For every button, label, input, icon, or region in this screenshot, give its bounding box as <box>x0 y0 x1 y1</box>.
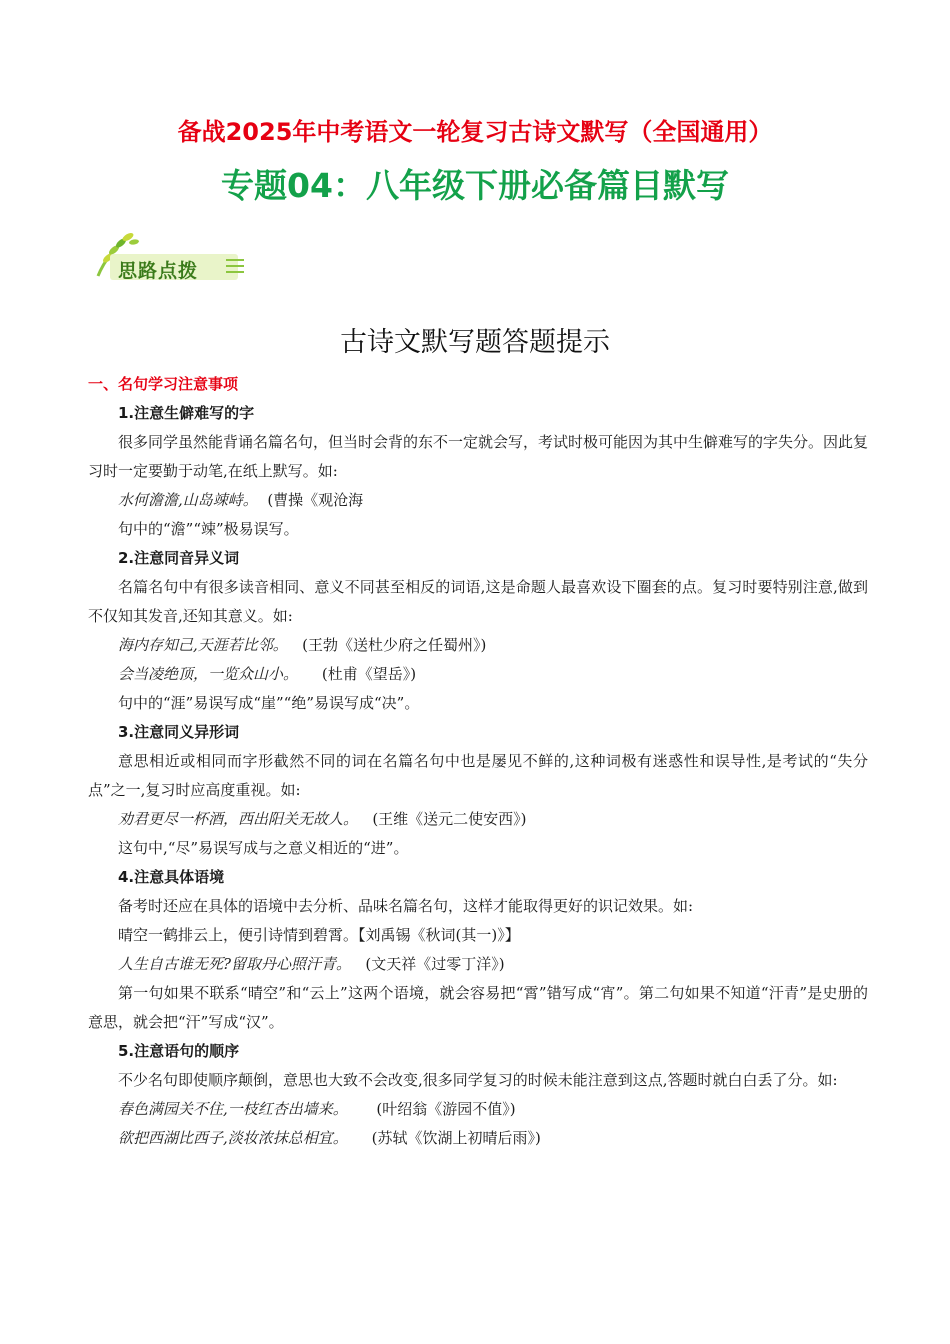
section-title: 一、名句学习注意事项 <box>88 375 239 393</box>
quote-text: 会当凌绝顶，一览众山小。 <box>118 665 299 683</box>
quote-line <box>88 805 868 834</box>
section-heading: 古诗文默写题答题提示 <box>340 327 610 358</box>
paragraph: 不少名句即使顺序颠倒，意思也大致不会改变,很多同学复习的时候未能注意到这点,答题时就白白丢了分。如: <box>118 1071 838 1089</box>
quote-text: 人生自古谁无死?留取丹心照汗青。 <box>118 955 352 973</box>
content-body <box>88 370 868 1153</box>
quote-line <box>88 921 868 950</box>
quote-source: 晴空一鹤排云上，便引诗情到碧霄。【刘禹锡《秋词(其一)》】 <box>118 926 520 944</box>
quote-text: 海内存知己,天涯若比邻。 <box>118 636 288 654</box>
quote-source: (王勃《送杜少府之任蜀州》) <box>287 636 487 654</box>
quote-source: (苏轼《饮湖上初晴后雨》) <box>347 1129 541 1147</box>
paragraph: 名篇名句中有很多读音相同、意义不同甚至相反的词语,这是命题人最喜欢设下圈套的点。复习时要特别注意,做到不仅知其发音,还知其意义。如: <box>88 578 868 625</box>
quote-line <box>88 486 868 515</box>
item-title: 5.注意语句的顺序 <box>118 1042 240 1060</box>
quote-line <box>88 1124 868 1153</box>
paragraph: 句中的“涯”易误写成“崖”“绝”易误写成“决”。 <box>118 694 420 712</box>
section-items <box>88 399 868 1153</box>
section-badge <box>86 228 246 284</box>
paragraph: 这句中,“尽”易误写成与之意义相近的“进”。 <box>118 839 409 857</box>
document-subtitle: 专题04：八年级下册必备篇目默写 <box>221 166 729 205</box>
paragraph: 第一句如果不联系“晴空”和“云上”这两个语境，就会容易把“霄”错写成“宵”。第二句如果不知道“汗青”是史册的意思，就会把“汗”写成“汉”。 <box>88 984 868 1031</box>
quote-text: 春色满园关不住,一枝红杏出墙来。 <box>118 1100 348 1118</box>
item-title: 1.注意生僻难写的字 <box>118 404 255 422</box>
quote-text: 劝君更尽一杯酒，西出阳关无故人。 <box>118 810 359 828</box>
item-title: 4.注意具体语境 <box>118 868 225 886</box>
paragraph: 意思相近或相同而字形截然不同的词在名篇名句中也是屡见不鲜的,这种词极有迷惑性和误导性,是考试的“失分点”之一,复习时应高度重视。如: <box>88 752 868 799</box>
badge-label: 思路点拨 <box>118 260 199 282</box>
quote-text: 欲把西湖比西子,淡妆浓抹总相宜。 <box>118 1129 348 1147</box>
quote-line <box>88 950 868 979</box>
quote-source: (王维《送元二使安西》) <box>358 810 527 828</box>
paragraph: 备考时还应在具体的语境中去分析、品味名篇名句，这样才能取得更好的识记效果。如: <box>118 897 694 915</box>
quote-source: (杜甫《望岳》) <box>298 665 417 683</box>
item-title: 2.注意同音异义词 <box>118 549 240 567</box>
quote-line <box>88 1095 868 1124</box>
quote-source: (文天祥《过零丁洋》) <box>351 955 505 973</box>
item-title: 3.注意同义异形词 <box>118 723 240 741</box>
quote-source: (叶绍翁《游园不值》) <box>347 1100 516 1118</box>
quote-line <box>88 660 868 689</box>
quote-text: 水何澹澹,山岛竦峙。 <box>118 491 258 509</box>
quote-line <box>88 631 868 660</box>
document-title: 备战2025年中考语文一轮复习古诗文默写（全国通用） <box>177 118 773 146</box>
paragraph: 句中的“澹”“竦”极易误写。 <box>118 520 299 538</box>
paragraph: 很多同学虽然能背诵名篇名句，但当时会背的东不一定就会写，考试时极可能因为其中生僻难写的字失分。因此复习时一定要勤于动笔,在纸上默写。如: <box>88 433 869 480</box>
quote-source: (曹操《观沧海 <box>257 491 364 509</box>
